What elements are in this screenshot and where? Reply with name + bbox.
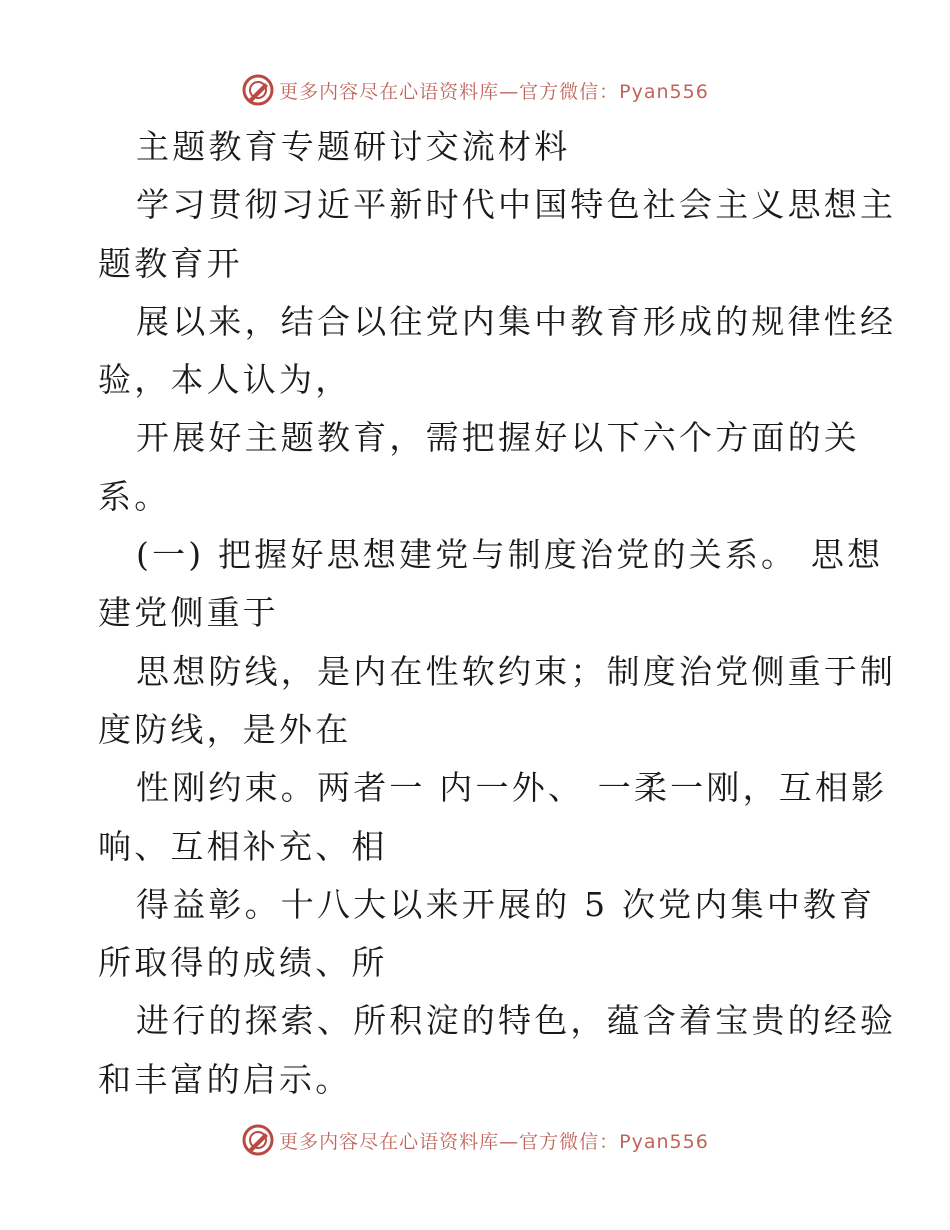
paragraph-line: 系。 xyxy=(98,476,171,516)
paragraph-line: 和丰富的启示。 xyxy=(98,1059,352,1099)
paragraph-line: 得益彰。十八大以来开展的 5 次党内集中教育 xyxy=(136,884,876,924)
paragraph-line: 性刚约束。两者一 内一外、 一柔一刚，互相影 xyxy=(136,768,888,808)
paragraph-line: 展以来，结合以往党内集中教育形成的规律性经 xyxy=(136,301,897,341)
paragraph-line: 建党侧重于 xyxy=(98,593,279,633)
paragraph-line: 进行的探索、所积淀的特色，蕴含着宝贵的经验 xyxy=(136,1001,897,1041)
watermark-text: 更多内容尽在心语资料库—官方微信：Pyan556 xyxy=(279,1130,709,1153)
paragraph-line: 所取得的成绩、所 xyxy=(98,943,388,983)
pen-seal-icon xyxy=(241,73,275,107)
paragraph-line: 思想防线，是内在性软约束；制度治党侧重于制 xyxy=(136,651,897,691)
paragraph-line: 度防线，是外在 xyxy=(98,709,352,749)
paragraph-line: 响、互相补充、相 xyxy=(98,826,388,866)
pen-seal-icon xyxy=(241,1123,275,1157)
section-heading-line: (一) 把握好思想建党与制度治党的关系。 思想 xyxy=(136,535,884,575)
paragraph-line: 题教育开 xyxy=(98,243,243,283)
document-title: 主题教育专题研讨交流材料 xyxy=(136,127,571,166)
paragraph-line: 验，本人认为， xyxy=(98,360,352,400)
paragraph-line: 开展好主题教育，需把握好以下六个方面的关 xyxy=(136,418,860,458)
document-body xyxy=(98,118,897,1109)
paragraph-line: 学习贯彻习近平新时代中国特色社会主义思想主 xyxy=(136,185,897,225)
watermark-text: 更多内容尽在心语资料库—官方微信：Pyan556 xyxy=(279,80,709,103)
header-watermark-banner xyxy=(0,70,950,110)
footer-watermark-banner xyxy=(0,1120,950,1160)
